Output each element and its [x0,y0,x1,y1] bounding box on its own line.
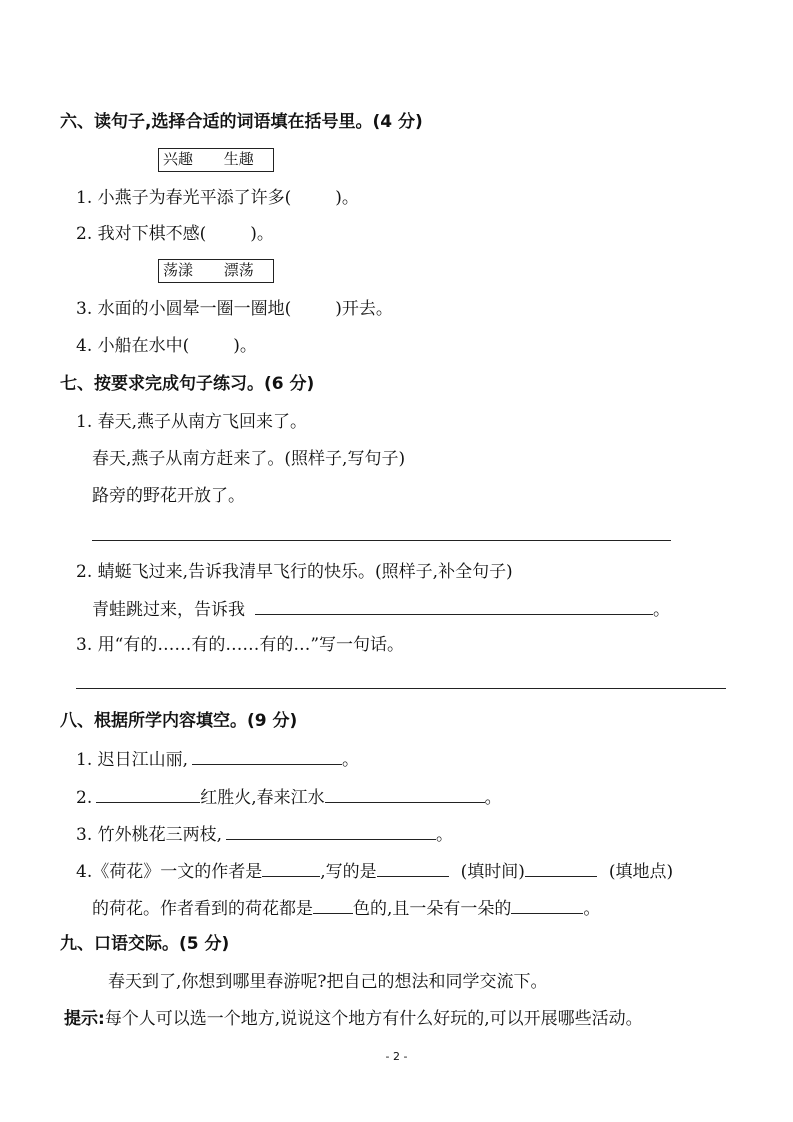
s9-tip-label: 提示: [64,1009,105,1029]
s8-q4-text-e: 的荷花。作者看到的荷花都是 [92,899,313,919]
s8-q4-text-c: (填时间) [460,862,525,882]
word-box-2-word-1: 荡漾 [163,261,194,279]
s6-q1-text: 1. 小燕子为春光平添了许多( [76,188,292,208]
s8-q3-blank[interactable] [226,821,436,840]
s7-q2-tail: 。 [653,600,670,620]
page-number: - 2 - [385,1050,408,1063]
s8-question-3 [76,821,453,847]
word-box-1-word-1: 兴趣 [163,150,194,168]
s7-q1-example: 春天,燕子从南方赶来了。(照样子,写句子) [92,449,406,469]
s8-q2-text: 红胜火,春来江水 [200,788,325,808]
s8-q4-blank-shape[interactable] [511,895,583,914]
s7-q3-answer-line[interactable] [76,688,726,689]
s9-tip-text: 每个人可以选一个地方,说说这个地方有什么好玩的,可以开展哪些活动。 [104,1009,643,1029]
s7-q2-prompt-text: 青蛙跳过来，告诉我 [92,600,245,620]
s8-q3-text: 3. 竹外桃花三两枝, [76,825,223,845]
s6-question-1 [76,186,359,210]
s8-q4-blank-place[interactable] [525,858,597,877]
s7-question-2: 2. 蜻蜓飞过来,告诉我清早飞行的快乐。(照样子,补全句子) [76,562,513,582]
word-box-2-word-2: 漂荡 [223,261,254,279]
s8-question-2 [76,784,502,810]
s6-q2-text: 2. 我对下棋不感( [76,224,207,244]
s8-q4-text-f: 色的,且一朵有一朵的 [353,899,512,919]
s6-q1-tail: )。 [335,188,359,208]
s8-q4-text-d: (填地点) [608,862,674,882]
s8-q2-number: 2. [76,788,93,808]
s6-q2-tail: )。 [250,224,274,244]
s8-q1-tail: 。 [342,750,360,770]
s9-body: 春天到了,你想到哪里春游呢?把自己的想法和同学交流下。 [108,972,548,992]
section-7-heading: 七、按要求完成句子练习。(6 分) [60,374,315,394]
s6-q4-text: 4. 小船在水中( [76,336,190,356]
s6-q3-tail: )开去。 [335,299,393,319]
section-6-heading: 六、读句子,选择合适的词语填在括号里。(4 分) [60,112,423,132]
s8-question-4-cont [92,895,600,921]
s8-q2-blank-1[interactable] [96,784,200,803]
s6-question-4 [76,334,257,358]
s6-q3-text: 3. 水面的小圆晕一圈一圈地( [76,299,292,319]
s8-q4-blank-author[interactable] [262,858,320,877]
s8-question-4 [76,858,673,884]
word-box-1-word-2: 生趣 [223,150,254,168]
s8-q2-blank-2[interactable] [325,784,485,803]
s8-q4-blank-time[interactable] [377,858,449,877]
section-9-heading: 九、口语交际。(5 分) [60,934,230,954]
s8-q4-blank-color[interactable] [313,895,353,914]
s8-q4-tail: 。 [583,899,601,919]
s6-question-2 [76,222,274,246]
s7-question-3: 3. 用“有的……有的……有的…”写一句话。 [76,635,405,655]
s6-q4-tail: )。 [233,336,257,356]
s7-q1-answer-line[interactable] [92,540,671,541]
s8-q1-text: 1. 迟日江山丽, [76,750,189,770]
s8-q4-text-a: 4.《荷花》一文的作者是 [76,862,263,882]
s8-q1-blank[interactable] [192,746,342,765]
s8-q3-tail: 。 [436,825,454,845]
s8-question-1 [76,746,359,772]
word-box-2 [158,259,274,283]
section-8-heading: 八、根据所学内容填空。(9 分) [60,711,298,731]
s8-q4-text-b: ,写的是 [320,862,377,882]
s8-q2-tail: 。 [484,788,502,808]
s7-q2-answer-blank[interactable] [255,596,653,615]
s7-q1-prompt: 路旁的野花开放了。 [92,486,245,506]
s9-tip [64,1007,643,1031]
s6-question-3 [76,297,393,321]
word-box-1 [158,148,274,172]
s7-question-1: 1. 春天,燕子从南方飞回来了。 [76,412,308,432]
s7-q2-prompt [92,596,670,622]
